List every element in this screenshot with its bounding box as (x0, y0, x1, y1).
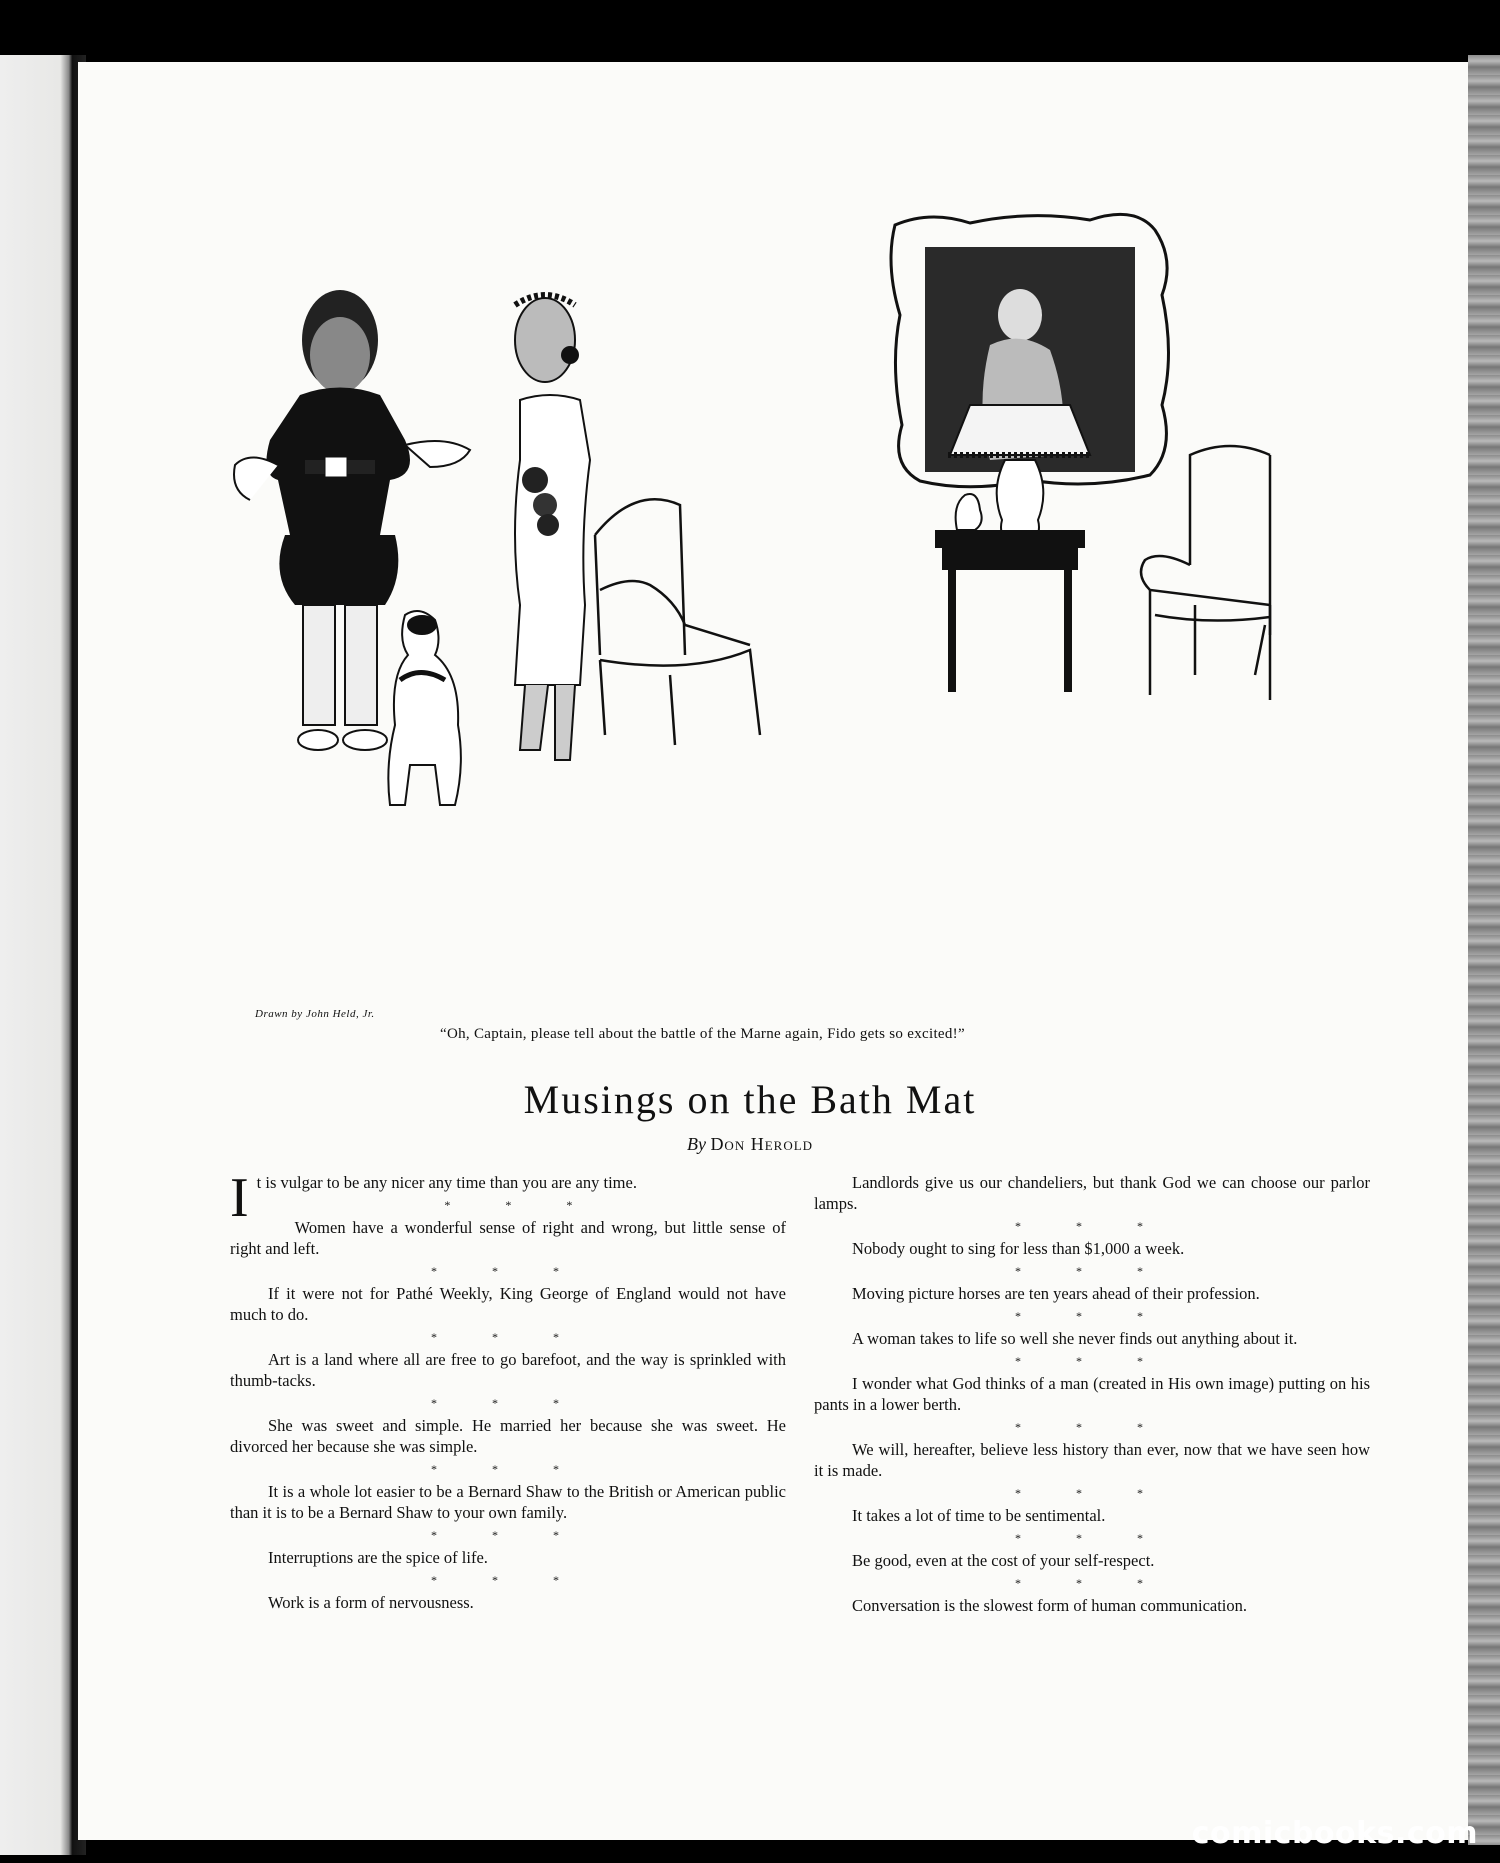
musing: I wonder what God thinks of a man (created in His own image) putting on his pants in a lower berth. (814, 1374, 1370, 1414)
right-column (814, 1168, 1370, 1616)
right-binding-edge (1468, 55, 1500, 1845)
illustration-caption: “Oh, Captain, please tell about the battle of the Marne again, Fido gets so excited!” (440, 1026, 965, 1042)
separator: * * * (431, 1528, 585, 1542)
dog-fido (388, 611, 461, 805)
separator: * * * (1015, 1219, 1169, 1233)
separator: * * * (1015, 1576, 1169, 1590)
byline-prefix: By (686, 1134, 706, 1154)
left-page-edge (0, 55, 86, 1855)
musing: It is vulgar to be any nicer any time than you are any time. (230, 1167, 637, 1229)
musing: Conversation is the slowest form of human communication. (852, 1596, 1248, 1615)
musing: It is a whole lot easier to be a Bernard Shaw to the British or American public than it is to be a Bernard Shaw to your own family. (230, 1482, 786, 1522)
author-name: Don Herold (710, 1134, 814, 1154)
musing: Art is a land where all are free to go barefoot, and the way is sprinkled with thumb-tacks. (230, 1350, 786, 1390)
musing: If it were not for Pathé Weekly, King George of England would not have much to do. (230, 1284, 786, 1324)
musing: Interruptions are the spice of life. (268, 1548, 488, 1567)
musing: Be good, even at the cost of your self-respect. (852, 1551, 1155, 1570)
separator: * * * (431, 1330, 585, 1344)
separator: * * * (1015, 1264, 1169, 1278)
separator: * * * (431, 1573, 585, 1587)
middle-armchair (595, 499, 760, 745)
musing: Women have a wonderful sense of right and wrong, but little sense of right and left. (230, 1218, 786, 1258)
drop-cap: I (230, 1167, 249, 1229)
separator: * * * (431, 1396, 585, 1410)
separator: * * * (431, 1462, 585, 1476)
article-title: Musings on the Bath Mat (523, 1077, 977, 1122)
left-column (230, 1168, 786, 1613)
musing: Work is a form of nervousness. (268, 1593, 474, 1612)
musing: A woman takes to life so well she never finds out anything about it. (852, 1329, 1298, 1348)
byline (0, 1134, 1500, 1155)
separator: * * * (444, 1198, 599, 1212)
musing: We will, hereafter, believe less history than ever, now that we have seen how it is made. (814, 1440, 1370, 1480)
musing: It takes a lot of time to be sentimental. (852, 1506, 1106, 1525)
separator: * * * (1015, 1486, 1169, 1500)
right-armchair (1141, 446, 1270, 700)
site-watermark: comicbooks.com (1191, 1816, 1478, 1851)
separator: * * * (1015, 1309, 1169, 1323)
separator: * * * (1015, 1354, 1169, 1368)
musing: Moving picture horses are ten years ahead of their profession. (852, 1284, 1260, 1303)
cartoon-illustration (230, 205, 1370, 1000)
musing: Landlords give us our chandeliers, but thank God we can choose our parlor lamps. (814, 1173, 1370, 1213)
musing: She was sweet and simple. He married her because she was sweet. He divorced her because she was simple. (230, 1416, 786, 1456)
illustration-credit: Drawn by John Held, Jr. (255, 1008, 375, 1020)
woman-figure (515, 295, 590, 760)
musing: Nobody ought to sing for less than $1,000 a week. (852, 1239, 1185, 1258)
separator: * * * (431, 1264, 585, 1278)
separator: * * * (1015, 1420, 1169, 1434)
separator: * * * (1015, 1531, 1169, 1545)
